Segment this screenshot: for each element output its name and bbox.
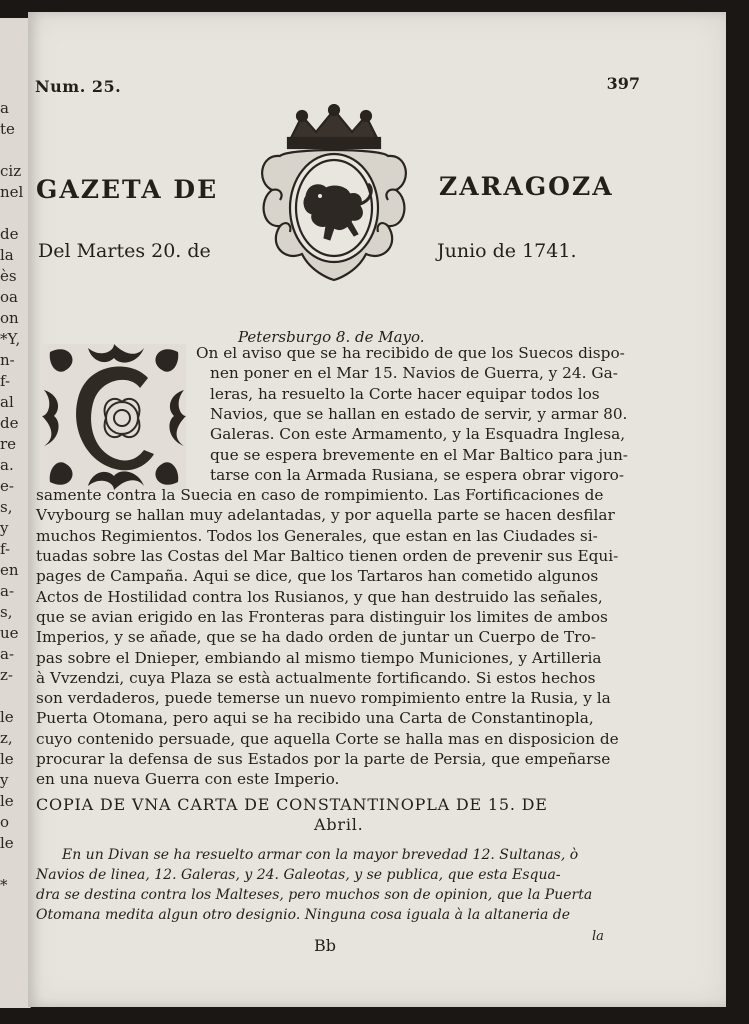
- prev-page-fragment: a-: [0, 645, 15, 663]
- prev-page-fragment: y: [0, 771, 9, 789]
- text-line: que se espera brevemente en el Mar Baltico para jun-: [210, 445, 628, 464]
- page-number: 397: [606, 74, 640, 93]
- text-line: cuyo contenido persuade, que aquella Corte se halla mas en disposicion de: [36, 729, 619, 748]
- prev-page-fragment: nel: [0, 183, 24, 201]
- prev-page-fragment: en: [0, 561, 19, 579]
- issue-number: Num. 25.: [35, 77, 122, 96]
- text-line: Vvybourg se hallan muy adelantadas, y por aquella parte se hacen desfilar: [36, 506, 615, 525]
- text-line: muchos Regimientos. Todos los Generales, que estan en las Ciudades si-: [36, 526, 598, 545]
- prev-page-fragment: *: [0, 876, 8, 894]
- text-line: Puerta Otomana, pero aqui se ha recibido una Carta de Constantinopla,: [36, 709, 594, 728]
- prev-page-fragment: n-: [0, 351, 15, 369]
- prev-page-fragment: re: [0, 435, 17, 453]
- text-line: que se avian erigido en las Fronteras para distinguir los limites de ambos: [36, 607, 608, 626]
- prev-page-fragment: o: [0, 813, 10, 831]
- prev-page-fragment: le: [0, 834, 14, 852]
- prev-page-fragment: ciz: [0, 162, 22, 180]
- text-line: Galeras. Con este Armamento, y la Esquadra Inglesa,: [210, 425, 626, 444]
- previous-page-edge: [0, 18, 31, 1008]
- prev-page-fragment: de: [0, 225, 19, 243]
- prev-page-fragment: ue: [0, 624, 19, 642]
- text-line: Navios, que se hallan en estado de servir, y armar 80.: [210, 404, 628, 423]
- text-line: Otomana medita algun otro designio. Ninguna cosa iguala à la altaneria de: [36, 907, 570, 923]
- text-line: Actos de Hostilidad contra los Rusianos, y que han destruido las señales,: [36, 587, 603, 606]
- masthead-title-right: ZARAGOZA: [439, 172, 614, 201]
- text-line: son verdaderos, puede temerse un nuevo rompimiento entre la Rusia, y la: [36, 689, 611, 708]
- prev-page-fragment: f-: [0, 540, 11, 558]
- article-dateline: Petersburgo 8. de Mayo.: [238, 328, 425, 346]
- text-line: Navios de linea, 12. Galeras, y 24. Galeotas, y se publica, que esta Esqua-: [36, 867, 561, 883]
- prev-page-fragment: on: [0, 309, 19, 327]
- prev-page-fragment: a: [0, 99, 9, 117]
- catchword: la: [592, 929, 604, 944]
- prev-page-fragment: oa: [0, 288, 18, 306]
- prev-page-fragment: e-: [0, 477, 14, 495]
- prev-page-fragment: le: [0, 750, 14, 768]
- text-line: samente contra la Suecia en caso de rompimiento. Las Fortificaciones de: [36, 486, 604, 505]
- prev-page-fragment: z-: [0, 666, 13, 684]
- issue-date-left: Del Martes 20. de: [38, 240, 211, 262]
- text-line: On el aviso que se ha recibido de que los Suecos dispo-: [196, 344, 625, 362]
- prev-page-fragment: le: [0, 708, 14, 726]
- prev-page-fragment: z,: [0, 729, 13, 747]
- prev-page-fragment: s,: [0, 498, 13, 516]
- text-line: procurar la defensa de sus Estados por la parte de Persia, que empeñarse: [36, 750, 611, 768]
- prev-page-fragment: te: [0, 120, 15, 138]
- prev-page-fragment: *Y,: [0, 330, 21, 348]
- prev-page-fragment: le: [0, 792, 14, 810]
- text-line: Imperios, y se añade, que se ha dado orden de juntar un Cuerpo de Tro-: [36, 628, 596, 647]
- prev-page-fragment: y: [0, 519, 9, 537]
- text-line: pages de Campaña. Aqui se dice, que los Tartaros han cometido algunos: [36, 567, 599, 586]
- prev-page-fragment: s,: [0, 603, 13, 621]
- text-line: leras, ha resuelto la Corte hacer equipar todos los: [210, 384, 600, 403]
- section-heading-continued: Abril.: [314, 815, 364, 834]
- prev-page-fragment: la: [0, 246, 14, 264]
- text-line: en una nueva Guerra con este Imperio.: [36, 770, 340, 789]
- text-line: pas sobre el Dnieper, embiando al mismo tiempo Municiones, y Artilleria: [36, 648, 602, 667]
- prev-page-fragment: a-: [0, 582, 15, 600]
- prev-page-fragment: de: [0, 414, 19, 432]
- newspaper-page: [28, 12, 726, 1007]
- text-line: dra se destina contra los Malteses, pero muchos son de opinion, que la Puerta: [36, 887, 593, 903]
- text-line: En un Divan se ha resuelto armar con la mayor brevedad 12. Sultanas, ò: [62, 847, 579, 863]
- signature-mark: Bb: [314, 936, 336, 955]
- masthead-title-left: GAZETA DE: [36, 175, 219, 204]
- prev-page-fragment: f-: [0, 372, 11, 390]
- prev-page-fragment: al: [0, 393, 14, 411]
- zaragoza-crest-icon: [250, 104, 418, 286]
- issue-date-right: Junio de 1741.: [437, 240, 577, 262]
- text-line: tarse con la Armada Rusiana, se espera obrar vigoro-: [210, 465, 625, 484]
- prev-page-fragment: ès: [0, 267, 17, 285]
- prev-page-fragment: a.: [0, 456, 14, 474]
- section-heading: COPIA DE VNA CARTA DE CONSTANTINOPLA DE 15. DE: [36, 795, 548, 814]
- text-line: tuadas sobre las Costas del Mar Baltico tienen orden de prevenir sus Equi-: [36, 547, 619, 565]
- text-line: nen poner en el Mar 15. Navios de Guerra, y 24. Ga-: [210, 364, 618, 383]
- text-line: à Vvzendzi, cuya Plaza se està actualmente fortificando. Si estos hechos: [36, 668, 596, 687]
- decorated-initial-icon: [40, 342, 188, 492]
